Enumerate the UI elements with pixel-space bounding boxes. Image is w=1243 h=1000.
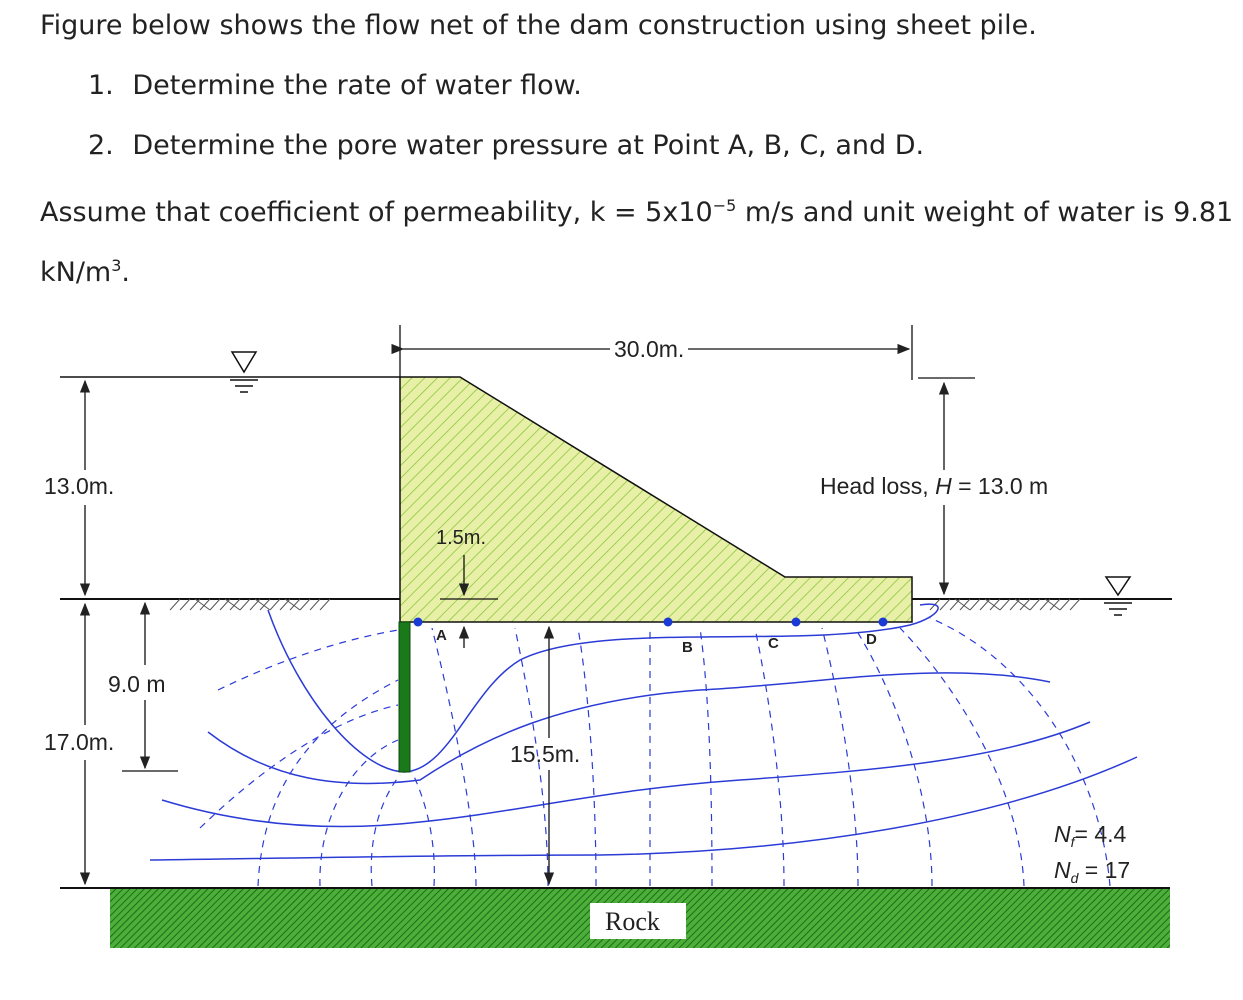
nd-label: $N_d = 17$ [1054, 857, 1131, 886]
unit-text: kN/m [40, 257, 112, 288]
point-b-label: B [682, 639, 693, 656]
upstream-water-symbol [230, 352, 258, 392]
rock-label: Rock [605, 907, 660, 936]
question-1-number: 1. [88, 70, 114, 101]
question-2-text: Determine the pore water pressure at Point A, B, C, and D. [132, 130, 925, 161]
problem-intro: Figure below shows the flow net of the dam construction using sheet pile. [40, 10, 1037, 41]
assumption-exponent: −5 [712, 196, 737, 215]
point-d-label: D [866, 631, 877, 648]
dim-1-5m-label: 1.5m. [436, 527, 487, 549]
head-loss-label: Head loss, H = 13.0 m [820, 473, 1049, 499]
point-d-marker [879, 618, 888, 627]
downstream-water-symbol [1104, 577, 1132, 615]
point-b-marker [664, 618, 673, 627]
point-c-marker [792, 618, 801, 627]
point-a-marker [414, 618, 423, 627]
assumption-text-b: m/s and unit weight of water is 9.81 [736, 197, 1234, 228]
equipotential-lines [200, 618, 1110, 886]
unit-exponent: 3 [111, 256, 122, 275]
dim-17m-label: 17.0m. [44, 729, 115, 755]
ground-hatch-upstream [170, 599, 330, 610]
dim-13m-label: 13.0m. [44, 473, 115, 499]
nf-label: $N_f= 4.4$ [1054, 821, 1127, 850]
dim-30m-label: 30.0m. [614, 336, 685, 362]
ground-hatch-downstream [930, 599, 1080, 610]
point-c-label: C [768, 635, 779, 652]
question-2-number: 2. [88, 130, 114, 161]
dim-15-5m-label: 15.5m. [510, 741, 581, 767]
question-1-text: Determine the rate of water flow. [132, 70, 582, 101]
unit-period: . [121, 257, 131, 288]
assumption-text-a: Assume that coefficient of permeability, k = 5x10 [40, 197, 713, 228]
sheet-pile [399, 622, 410, 772]
dim-9m-label: 9.0 m [108, 671, 166, 697]
dam-body [400, 377, 912, 622]
flow-lines [150, 604, 1137, 860]
point-a-label: A [436, 627, 447, 644]
